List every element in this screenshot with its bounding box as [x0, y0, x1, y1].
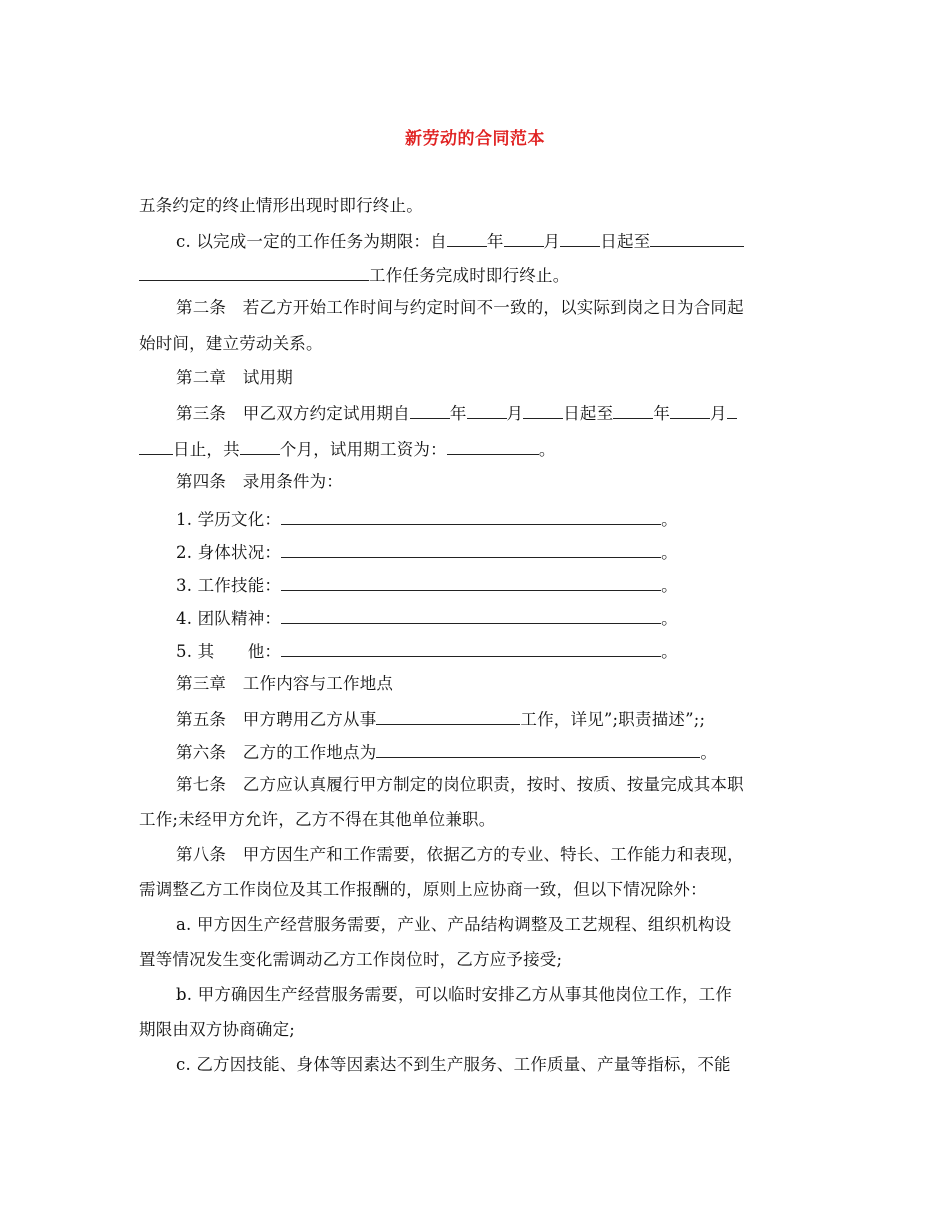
- text: 工作任务完成时即行终止。: [369, 266, 570, 285]
- condition-item: [176, 541, 811, 563]
- fill-blank[interactable]: [281, 607, 661, 624]
- paragraph-line: [176, 230, 811, 252]
- chapter-heading: [176, 368, 811, 388]
- fill-blank[interactable]: [139, 438, 173, 455]
- chapter-heading: [176, 674, 811, 694]
- fill-blank[interactable]: [727, 402, 737, 419]
- fill-blank[interactable]: [467, 402, 507, 419]
- paragraph-line: [176, 775, 811, 795]
- text: 置等情况发生变化需调动乙方工作岗位时，乙方应予接受;: [139, 950, 563, 969]
- fill-blank[interactable]: [240, 438, 280, 455]
- text: 个月，试用期工资为：: [279, 440, 447, 459]
- text: 月: [543, 232, 561, 251]
- text: 日起至: [600, 232, 651, 251]
- paragraph-line: [176, 915, 811, 935]
- text: 。: [661, 609, 678, 628]
- paragraph-line: [176, 741, 811, 763]
- text: 五条约定的终止情形出现时即行终止。: [139, 196, 423, 215]
- text: 4. 团队精神：: [176, 609, 282, 628]
- text: 。: [700, 743, 718, 762]
- document-title: 新劳动的合同范本: [405, 129, 545, 149]
- text: 年: [449, 404, 467, 423]
- paragraph-line: [139, 196, 811, 216]
- text: 。: [661, 576, 678, 595]
- fill-blank[interactable]: [523, 402, 563, 419]
- paragraph-line: [176, 402, 811, 424]
- text: c. 乙方因技能、身体等因素达不到生产服务、工作质量、产量等指标，不能: [176, 1055, 731, 1074]
- text: 始时间，建立劳动关系。: [139, 334, 323, 353]
- text: b. 甲方确因生产经营服务需要，可以临时安排乙方从事其他岗位工作，工作: [176, 985, 733, 1004]
- text: 2. 身体状况：: [176, 543, 282, 562]
- text: 期限由双方协商确定;: [139, 1020, 296, 1039]
- fill-blank[interactable]: [560, 230, 600, 247]
- text: 第六条 乙方的工作地点为: [176, 743, 377, 762]
- fill-blank[interactable]: [670, 402, 710, 419]
- text: 工作;未经甲方允许，乙方不得在其他单位兼职。: [139, 810, 496, 829]
- text: 第七条 乙方应认真履行甲方制定的岗位职责，按时、按质、按量完成其本职: [176, 775, 744, 794]
- paragraph-line: [139, 880, 811, 900]
- paragraph-line: [139, 810, 811, 830]
- paragraph-line: [139, 438, 811, 460]
- paragraph-line: [176, 472, 811, 492]
- paragraph-line: [139, 1020, 811, 1040]
- paragraph-line: [176, 1055, 811, 1075]
- fill-blank[interactable]: [281, 574, 661, 591]
- fill-blank[interactable]: [281, 640, 661, 657]
- text: 第三条 甲乙双方约定试用期自: [176, 404, 410, 423]
- text: 日止，共: [173, 440, 240, 459]
- fill-blank[interactable]: [613, 402, 653, 419]
- paragraph-line: [139, 950, 811, 970]
- text: 3. 工作技能：: [176, 576, 282, 595]
- text: a. 甲方因生产经营服务需要，产业、产品结构调整及工艺规程、组织机构设: [176, 915, 732, 934]
- condition-item: [176, 607, 811, 629]
- paragraph-line: [139, 264, 811, 286]
- fill-blank[interactable]: [376, 741, 700, 758]
- condition-item: [176, 640, 811, 662]
- fill-blank[interactable]: [650, 230, 744, 247]
- fill-blank[interactable]: [376, 708, 520, 725]
- text: 5. 其 他：: [176, 642, 282, 661]
- text: 月: [710, 404, 727, 423]
- text: 。: [661, 510, 678, 529]
- paragraph-line: [176, 708, 811, 730]
- text: 第二条 若乙方开始工作时间与约定时间不一致的，以实际到岗之日为合同起: [176, 298, 744, 317]
- text: 年: [653, 404, 671, 423]
- fill-blank[interactable]: [281, 508, 661, 525]
- text: 第三章 工作内容与工作地点: [176, 674, 394, 693]
- text: 第二章 试用期: [176, 368, 293, 387]
- paragraph-line: [139, 334, 811, 354]
- text: 第八条 甲方因生产和工作需要，依据乙方的专业、特长、工作能力和表现，: [176, 845, 744, 864]
- text: 。: [661, 543, 678, 562]
- text: 月: [506, 404, 524, 423]
- text: 日起至: [563, 404, 614, 423]
- text: 。: [538, 440, 556, 459]
- paragraph-line: [176, 298, 811, 318]
- text: c. 以完成一定的工作任务为期限：自: [176, 232, 447, 251]
- fill-blank[interactable]: [447, 438, 539, 455]
- fill-blank[interactable]: [281, 541, 661, 558]
- paragraph-line: [176, 845, 811, 865]
- text: 第五条 甲方聘用乙方从事: [176, 710, 377, 729]
- text: 工作，详见”;职责描述”;;: [520, 710, 706, 729]
- fill-blank[interactable]: [139, 264, 369, 281]
- fill-blank[interactable]: [410, 402, 450, 419]
- condition-item: [176, 574, 811, 596]
- text: 1. 学历文化：: [176, 510, 282, 529]
- text: 第四条 录用条件为：: [176, 472, 343, 491]
- text: 。: [661, 642, 678, 661]
- fill-blank[interactable]: [447, 230, 487, 247]
- text: 年: [486, 232, 504, 251]
- condition-item: [176, 508, 811, 530]
- fill-blank[interactable]: [504, 230, 544, 247]
- paragraph-line: [176, 985, 811, 1005]
- text: 需调整乙方工作岗位及其工作报酬的，原则上应协商一致，但以下情况除外：: [139, 880, 707, 899]
